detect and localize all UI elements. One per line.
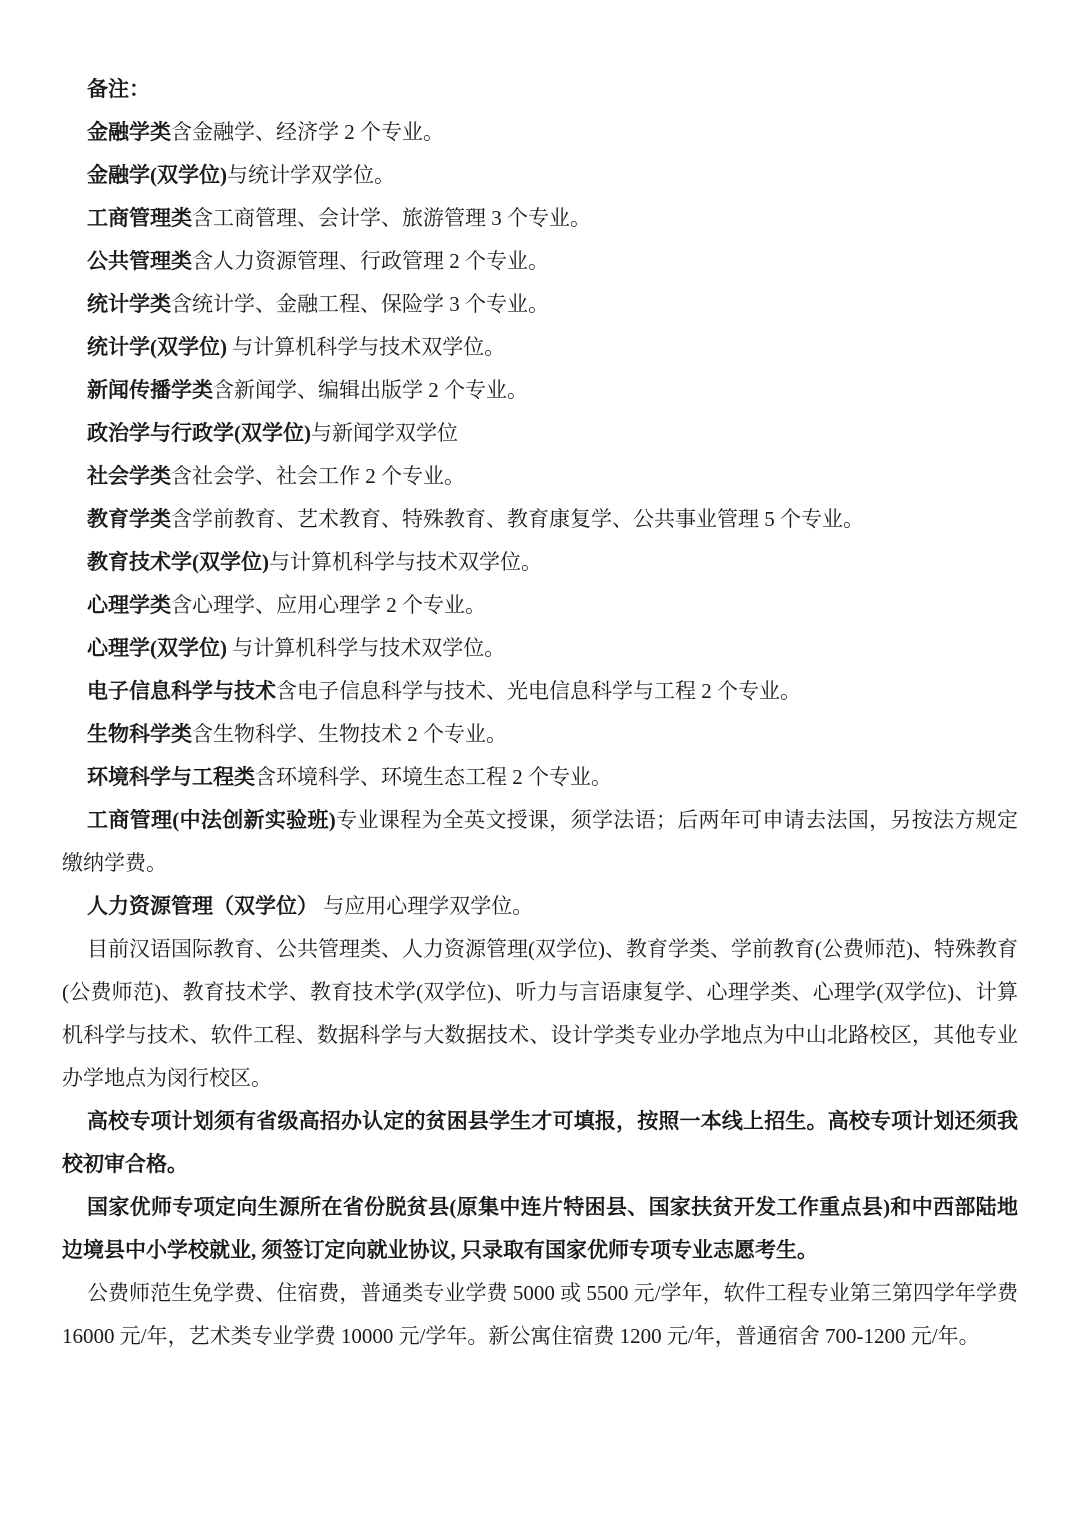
paragraph — [62, 1272, 1018, 1358]
paragraph-term: 金融学类 — [87, 120, 171, 144]
paragraph-term: 高校专项计划须有省级高招办认定的贫困县学生才可填报，按照一本线上招生。高校专项计划还须我校初审合格。 — [62, 1109, 1018, 1176]
paragraph-term: 公共管理类 — [87, 249, 192, 273]
paragraph — [62, 154, 1018, 197]
paragraph-text: 含心理学、应用心理学 2 个专业。 — [171, 593, 486, 617]
paragraph-term: 统计学类 — [87, 292, 171, 316]
paragraph — [62, 713, 1018, 756]
document-body — [62, 68, 1018, 1358]
paragraph — [62, 283, 1018, 326]
paragraph-term: 社会学类 — [87, 464, 171, 488]
paragraph-term: 备注： — [87, 77, 150, 101]
paragraph — [62, 928, 1018, 1100]
paragraph — [62, 1186, 1018, 1272]
paragraph-term: 统计学(双学位) — [87, 335, 227, 359]
paragraph-term: 新闻传播学类 — [87, 378, 213, 402]
paragraph-text: 目前汉语国际教育、公共管理类、人力资源管理(双学位)、教育学类、学前教育(公费师范)、特殊教育(公费师范)、教育技术学、教育技术学(双学位)、听力与言语康复学、心理学类、心理学(双学位)、计算机科学与技术、软件工程、数据科学与大数据技术、设计学类专业办学地点为中山北路校区，其他专业办学地点为闵行校区。 — [62, 937, 1018, 1090]
paragraph — [62, 111, 1018, 154]
paragraph — [62, 627, 1018, 670]
paragraph-text: 与新闻学双学位 — [311, 421, 458, 445]
paragraph-text: 含新闻学、编辑出版学 2 个专业。 — [213, 378, 528, 402]
paragraph — [62, 756, 1018, 799]
paragraph-text: 含金融学、经济学 2 个专业。 — [171, 120, 444, 144]
paragraph-text: 含环境科学、环境生态工程 2 个专业。 — [255, 765, 612, 789]
paragraph — [62, 369, 1018, 412]
paragraph-text: 与计算机科学与技术双学位。 — [269, 550, 542, 574]
paragraph — [62, 799, 1018, 885]
paragraph-text: 与应用心理学双学位。 — [318, 894, 534, 918]
paragraph — [62, 240, 1018, 283]
paragraph-text: 含工商管理、会计学、旅游管理 3 个专业。 — [192, 206, 591, 230]
paragraph — [62, 326, 1018, 369]
paragraph-term: 心理学(双学位) — [87, 636, 227, 660]
paragraph-term: 政治学与行政学(双学位) — [87, 421, 311, 445]
paragraph — [62, 541, 1018, 584]
paragraph-text: 含学前教育、艺术教育、特殊教育、教育康复学、公共事业管理 5 个专业。 — [171, 507, 864, 531]
paragraph-term: 工商管理类 — [87, 206, 192, 230]
paragraph-term: 教育学类 — [87, 507, 171, 531]
paragraph-term: 电子信息科学与技术 — [87, 679, 276, 703]
paragraph — [62, 885, 1018, 928]
paragraph — [62, 584, 1018, 627]
paragraph-term: 生物科学类 — [87, 722, 192, 746]
paragraph-text: 专业课程为全英文授课，须学法语；后两年可申请去法国，另按法方规定缴纳学费。 — [62, 808, 1018, 875]
paragraph-text: 公费师范生免学费、住宿费，普通类专业学费 5000 或 5500 元/学年，软件工程专业第三第四学年学费 16000 元/年，艺术类专业学费 10000 元/学年。新公寓住宿费 1200 元/年，普通宿舍 700-1200 元/年。 — [62, 1281, 1018, 1348]
paragraph-text: 与统计学双学位。 — [227, 163, 395, 187]
paragraph — [62, 412, 1018, 455]
paragraph — [62, 455, 1018, 498]
paragraph-term: 国家优师专项定向生源所在省份脱贫县(原集中连片特困县、国家扶贫开发工作重点县)和中西部陆地边境县中小学校就业, 须签订定向就业协议, 只录取有国家优师专项专业志愿考生。 — [62, 1195, 1018, 1262]
paragraph-term: 人力资源管理（双学位） — [87, 894, 318, 918]
paragraph-term: 金融学(双学位) — [87, 163, 227, 187]
paragraph-text: 与计算机科学与技术双学位。 — [227, 335, 506, 359]
paragraph-text: 含人力资源管理、行政管理 2 个专业。 — [192, 249, 549, 273]
paragraph-term: 环境科学与工程类 — [87, 765, 255, 789]
paragraph — [62, 197, 1018, 240]
paragraph-text: 含统计学、金融工程、保险学 3 个专业。 — [171, 292, 549, 316]
paragraph-text: 含生物科学、生物技术 2 个专业。 — [192, 722, 507, 746]
paragraph-text: 含社会学、社会工作 2 个专业。 — [171, 464, 465, 488]
paragraph-term: 工商管理(中法创新实验班) — [87, 808, 336, 832]
paragraph — [62, 68, 1018, 111]
paragraph-text: 含电子信息科学与技术、光电信息科学与工程 2 个专业。 — [276, 679, 801, 703]
paragraph-term: 心理学类 — [87, 593, 171, 617]
paragraph — [62, 670, 1018, 713]
paragraph — [62, 498, 1018, 541]
paragraph — [62, 1100, 1018, 1186]
paragraph-text: 与计算机科学与技术双学位。 — [227, 636, 506, 660]
paragraph-term: 教育技术学(双学位) — [87, 550, 269, 574]
